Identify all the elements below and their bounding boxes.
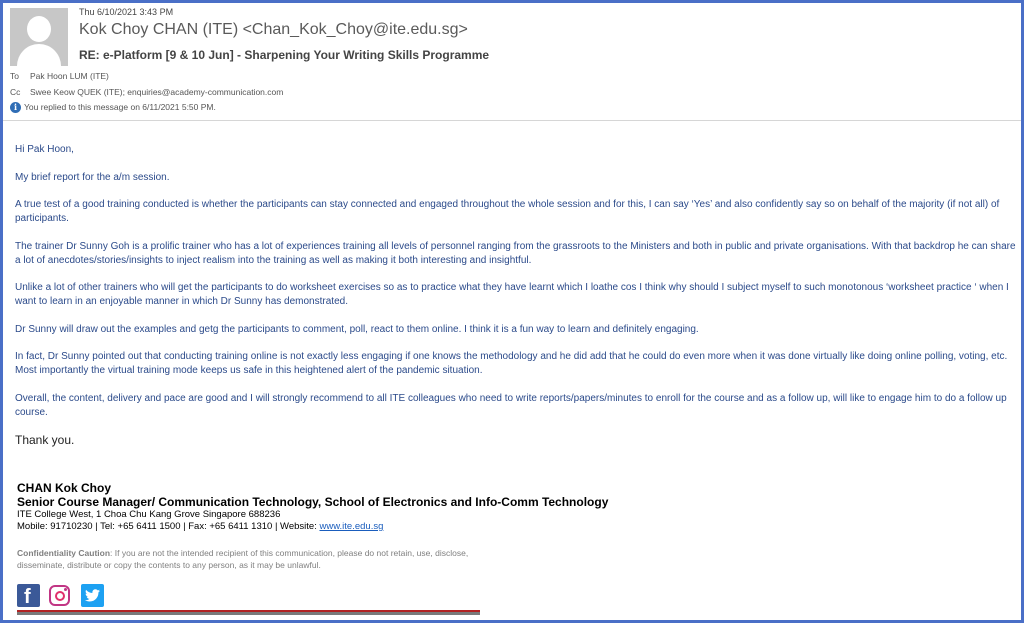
avatar-body-shape xyxy=(17,44,61,66)
instagram-icon[interactable] xyxy=(48,584,71,607)
email-header xyxy=(3,3,1021,120)
cc-label: Cc xyxy=(10,87,21,97)
to-line xyxy=(10,71,109,81)
email-subject: RE: e-Platform [9 & 10 Jun] - Sharpening Your Writing Skills Programme xyxy=(79,48,490,62)
signature-divider-shadow xyxy=(17,612,480,615)
body-paragraph: Overall, the content, delivery and pace are good and I will strongly recommend to all ITE colleagues who need to write reports/papers/minutes to enroll for the course and as a follow up, will like to engage him to do a follow up course. xyxy=(15,392,1007,418)
signature-title: Senior Course Manager/ Communication Technology, School of Electronics and Info-Comm Technology xyxy=(17,495,609,509)
email-body xyxy=(15,143,1019,461)
header-divider xyxy=(3,120,1021,121)
cc-recipients[interactable]: Swee Keow QUEK (ITE); enquiries@academy-communication.com xyxy=(30,87,284,97)
body-paragraph: A true test of a good training conducted is whether the participants can stay connected and engaged throughout the whole session and for this, I can say ‘Yes’ and also confidently say so on behalf of the majority (if not all) of participants. xyxy=(15,199,1000,224)
to-label: To xyxy=(10,71,19,81)
signature-contacts xyxy=(17,521,717,533)
body-paragraph: Dr Sunny will draw out the examples and getg the participants to comment, poll, react to them online. I think it is a fun way to learn and definitely engaging. xyxy=(15,323,699,335)
replied-notice-bar[interactable] xyxy=(10,102,216,113)
closing: Thank you. xyxy=(15,433,75,447)
sender-avatar[interactable] xyxy=(10,8,68,66)
cc-line xyxy=(10,87,283,97)
info-icon: i xyxy=(10,102,21,113)
signature-address: ITE College West, 1 Choa Chu Kang Grove Singapore 688236 xyxy=(17,509,281,520)
twitter-bird-icon xyxy=(85,589,100,602)
email-signature xyxy=(17,481,717,533)
signature-contacts-text: Mobile: 91710230 | Tel: +65 6411 1500 | Fax: +65 6411 1310 | Website: xyxy=(17,521,320,532)
instagram-dot xyxy=(64,588,67,591)
body-paragraph: In fact, Dr Sunny pointed out that conducting training online is not exactly less engaging if one knows the methodology and he did add that he could do even more when it was done virtually like doing online polling, voting, etc. Most importantly the virtual training mode keeps us safe in this heightened alert of the pandemic situation. xyxy=(15,351,1008,376)
to-recipient[interactable]: Pak Hoon LUM (ITE) xyxy=(30,71,109,81)
facebook-icon[interactable] xyxy=(17,584,40,607)
replied-notice-text: You replied to this message on 6/11/2021 5:50 PM. xyxy=(24,102,216,112)
twitter-icon[interactable] xyxy=(81,584,104,607)
facebook-glyph: f xyxy=(24,586,31,608)
sent-date: Thu 6/10/2021 3:43 PM xyxy=(79,7,174,17)
sender-name[interactable]: Kok Choy CHAN (ITE) <Chan_Kok_Choy@ite.edu.sg> xyxy=(79,21,468,38)
body-paragraph: Unlike a lot of other trainers who will get the participants to do worksheet exercises so as to practice what they have learnt which I loathe cos I think why should I subject myself to such monotonous ‘worksheet practice ‘ when I want to learn in an enjoyable manner in which Dr Sunny has demonstrated. xyxy=(15,282,1009,307)
body-paragraph: The trainer Dr Sunny Goh is a prolific trainer who has a lot of experiences training all levels of personnel ranging from the grassroots to the Ministers and both in public and private organisations. With that backdrop he can share a lot of anecdotes/stories/insights to inject realism into the training as well as making it both interesting and insightful. xyxy=(15,240,1016,266)
website-link[interactable]: www.ite.edu.sg xyxy=(319,521,384,532)
confidentiality-text: : If you are not the intended recipient of this communication, please do not retain, use, disclose, disseminate, distribute or copy the contents to any person, as it may be unlawful. xyxy=(17,548,469,570)
body-paragraph: My brief report for the a/m session. xyxy=(15,171,170,183)
confidentiality-label: Confidentiality Caution xyxy=(17,548,111,558)
signature-name: CHAN Kok Choy xyxy=(17,481,112,495)
greeting: Hi Pak Hoon, xyxy=(15,144,74,155)
confidentiality-caution xyxy=(17,547,477,571)
instagram-lens xyxy=(55,591,65,601)
avatar-head-shape xyxy=(27,16,51,42)
